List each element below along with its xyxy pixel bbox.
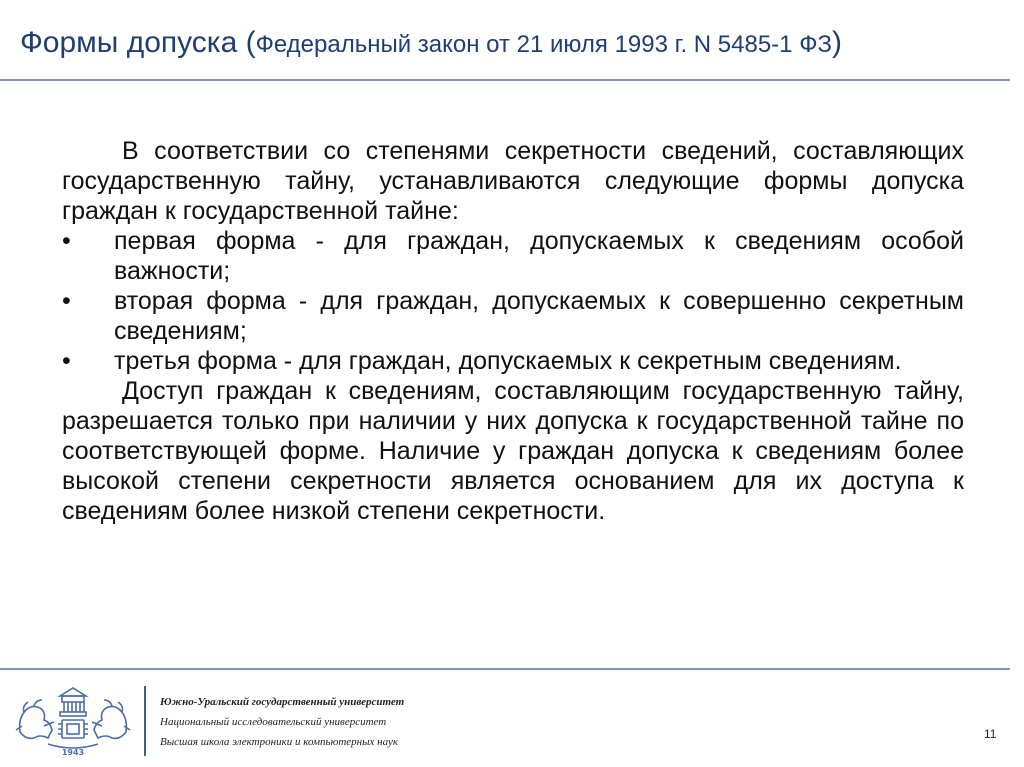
bullet-marker: • [62, 287, 71, 315]
list-item [62, 226, 964, 286]
footer-separator [144, 686, 146, 756]
list-item [62, 286, 964, 346]
intro-paragraph: В соответствии со степенями секретности сведений, составляющих государственную тайну, устанавливаются следующие формы допуска граждан к государственной тайне: [62, 137, 964, 225]
bullet-text: первая форма - для граждан, допускаемых к сведениям особой важности; [114, 227, 964, 285]
list-item [62, 346, 964, 376]
conclusion-paragraph: Доступ граждан к сведениям, составляющим государственную тайну, разрешается только при наличии у них допуска к государственной тайне по соответствующей форме. Наличие у граждан допуска к сведениям более высокой степени секретности является основанием для их доступа к сведениям более низкой степени секретности. [62, 377, 964, 525]
page-number: 11 [984, 727, 997, 741]
footer-divider [0, 668, 1010, 670]
university-status: Национальный исследовательский университет [160, 716, 387, 728]
bullet-marker: • [62, 347, 71, 375]
slide-body [62, 136, 964, 526]
title-divider [0, 79, 1010, 81]
title-close: ) [831, 26, 842, 59]
logo-year: 1943 [61, 748, 85, 757]
title-law-reference: Федеральный закон от 21 июля 1993 г. N 5485-1 ФЗ [255, 31, 832, 58]
bullet-text: третья форма - для граждан, допускаемых к секретным сведениям. [114, 347, 902, 375]
susu-crest-logo-icon [14, 682, 132, 758]
bullet-text: вторая форма - для граждан, допускаемых к совершенно секретным сведениям; [114, 287, 964, 345]
school-name: Высшая школа электроники и компьютерных наук [160, 736, 399, 748]
title-main: Формы допуска ( [20, 26, 256, 59]
university-name: Южно-Уральский государственный университет [160, 696, 405, 708]
bullet-marker: • [62, 227, 71, 255]
slide-title [20, 26, 1010, 60]
